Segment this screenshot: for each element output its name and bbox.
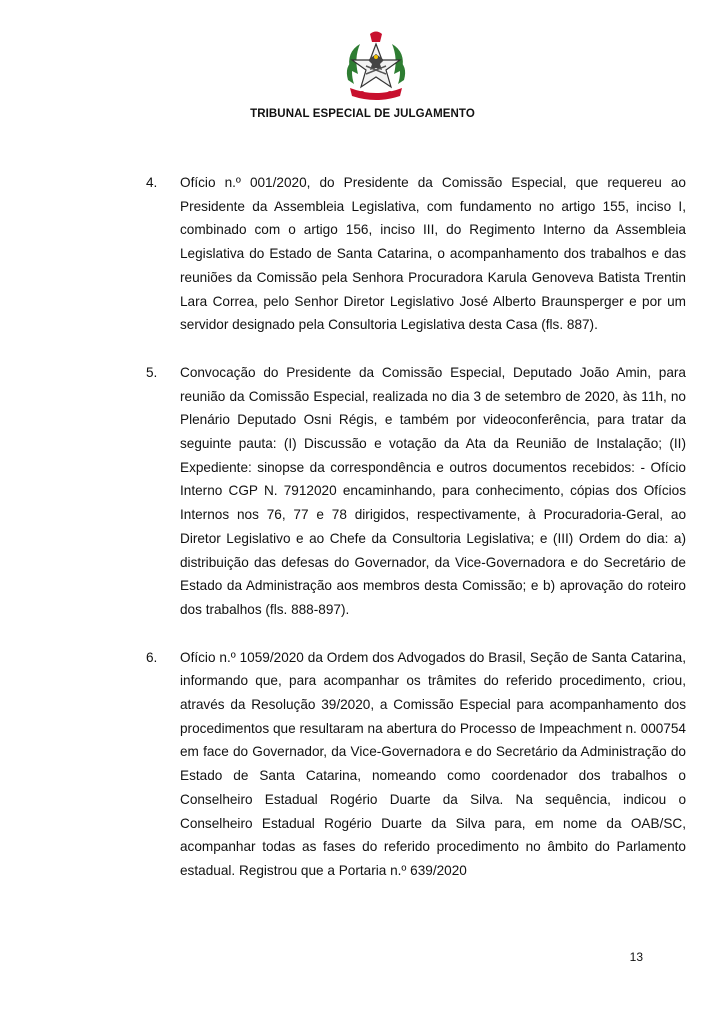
coat-of-arms-icon <box>340 30 412 106</box>
item-number: 4. <box>146 175 158 190</box>
item-text: Convocação do Presidente da Comissão Especial, Deputado João Amin, para reunião da Comissão Especial, realizada no dia 3 de setembro de 2020, às 11h, no Plenário Deputado Osni Régis, e também por videoconferência, para tratar da seguinte pauta: (I) Discussão e votação da Ata da Reunião de Instalação; (II) Expediente: sinopse da correspondência e outros documentos recebidos: - Ofício Interno CGP N. 7912020 encaminhando, para conhecimento, cópias dos Ofícios Internos nos 76, 77 e 78 dirigidos, respectivamente, à Procuradoria-Geral, ao Diretor Legislativo e ao Chefe da Consultoria Legislativa; e (III) Ordem do dia: a) distribuição das defesas do Governador, da Vice-Governadora e do Secretário de Estado da Administração aos membros desta Comissão; e b) aprovação do roteiro dos trabalhos (fls. 888-897). <box>180 364 686 617</box>
list-item <box>146 361 686 622</box>
item-number: 5. <box>146 364 158 380</box>
list-item <box>146 646 686 883</box>
item-text: Ofício n.º 1059/2020 da Ordem dos Advogados do Brasil, Seção de Santa Catarina, informando que, para acompanhar os trâmites do referido procedimento, criou, através da Resolução 39/2020, a Comissão Especial para acompanhamento dos procedimentos que resultaram na abertura do Processo de Impeachment n. 000754 em face do Governador, da Vice-Governadora e do Secretário da Administração do Estado de Santa Catarina, nomeando como coordenador dos trabalhos o Conselheiro Estadual Rogério Duarte da Silva. Na sequência, indicou o Conselheiro Estadual Rogério Duarte da Silva para, em nome da OAB/SC, acompanhar todas as fases do referido procedimento no âmbito do Parlamento estadual. Registrou que a Portaria n.º 639/2020 <box>180 649 686 878</box>
item-text: Ofício n.º 001/2020, do Presidente da Comissão Especial, que requereu ao Presidente da Assembleia Legislativa, com fundamento no artigo 155, inciso I, combinado com o artigo 156, inciso III, do Regimento Interno da Assembleia Legislativa do Estado de Santa Catarina, o acompanhamento dos trabalhos e das reuniões da Comissão pela Senhora Procuradora Karula Genoveva Batista Trentin Lara Correa, pelo Senhor Diretor Legislativo José Alberto Braunsperger e por um servidor designado pela Consultoria Legislativa desta Casa (fls. 887). <box>180 175 686 333</box>
page-number: 13 <box>629 950 643 964</box>
numbered-list <box>146 171 686 907</box>
item-number: 6. <box>146 649 158 665</box>
list-item <box>146 171 686 337</box>
court-name-heading: TRIBUNAL ESPECIAL DE JULGAMENTO <box>250 108 475 120</box>
